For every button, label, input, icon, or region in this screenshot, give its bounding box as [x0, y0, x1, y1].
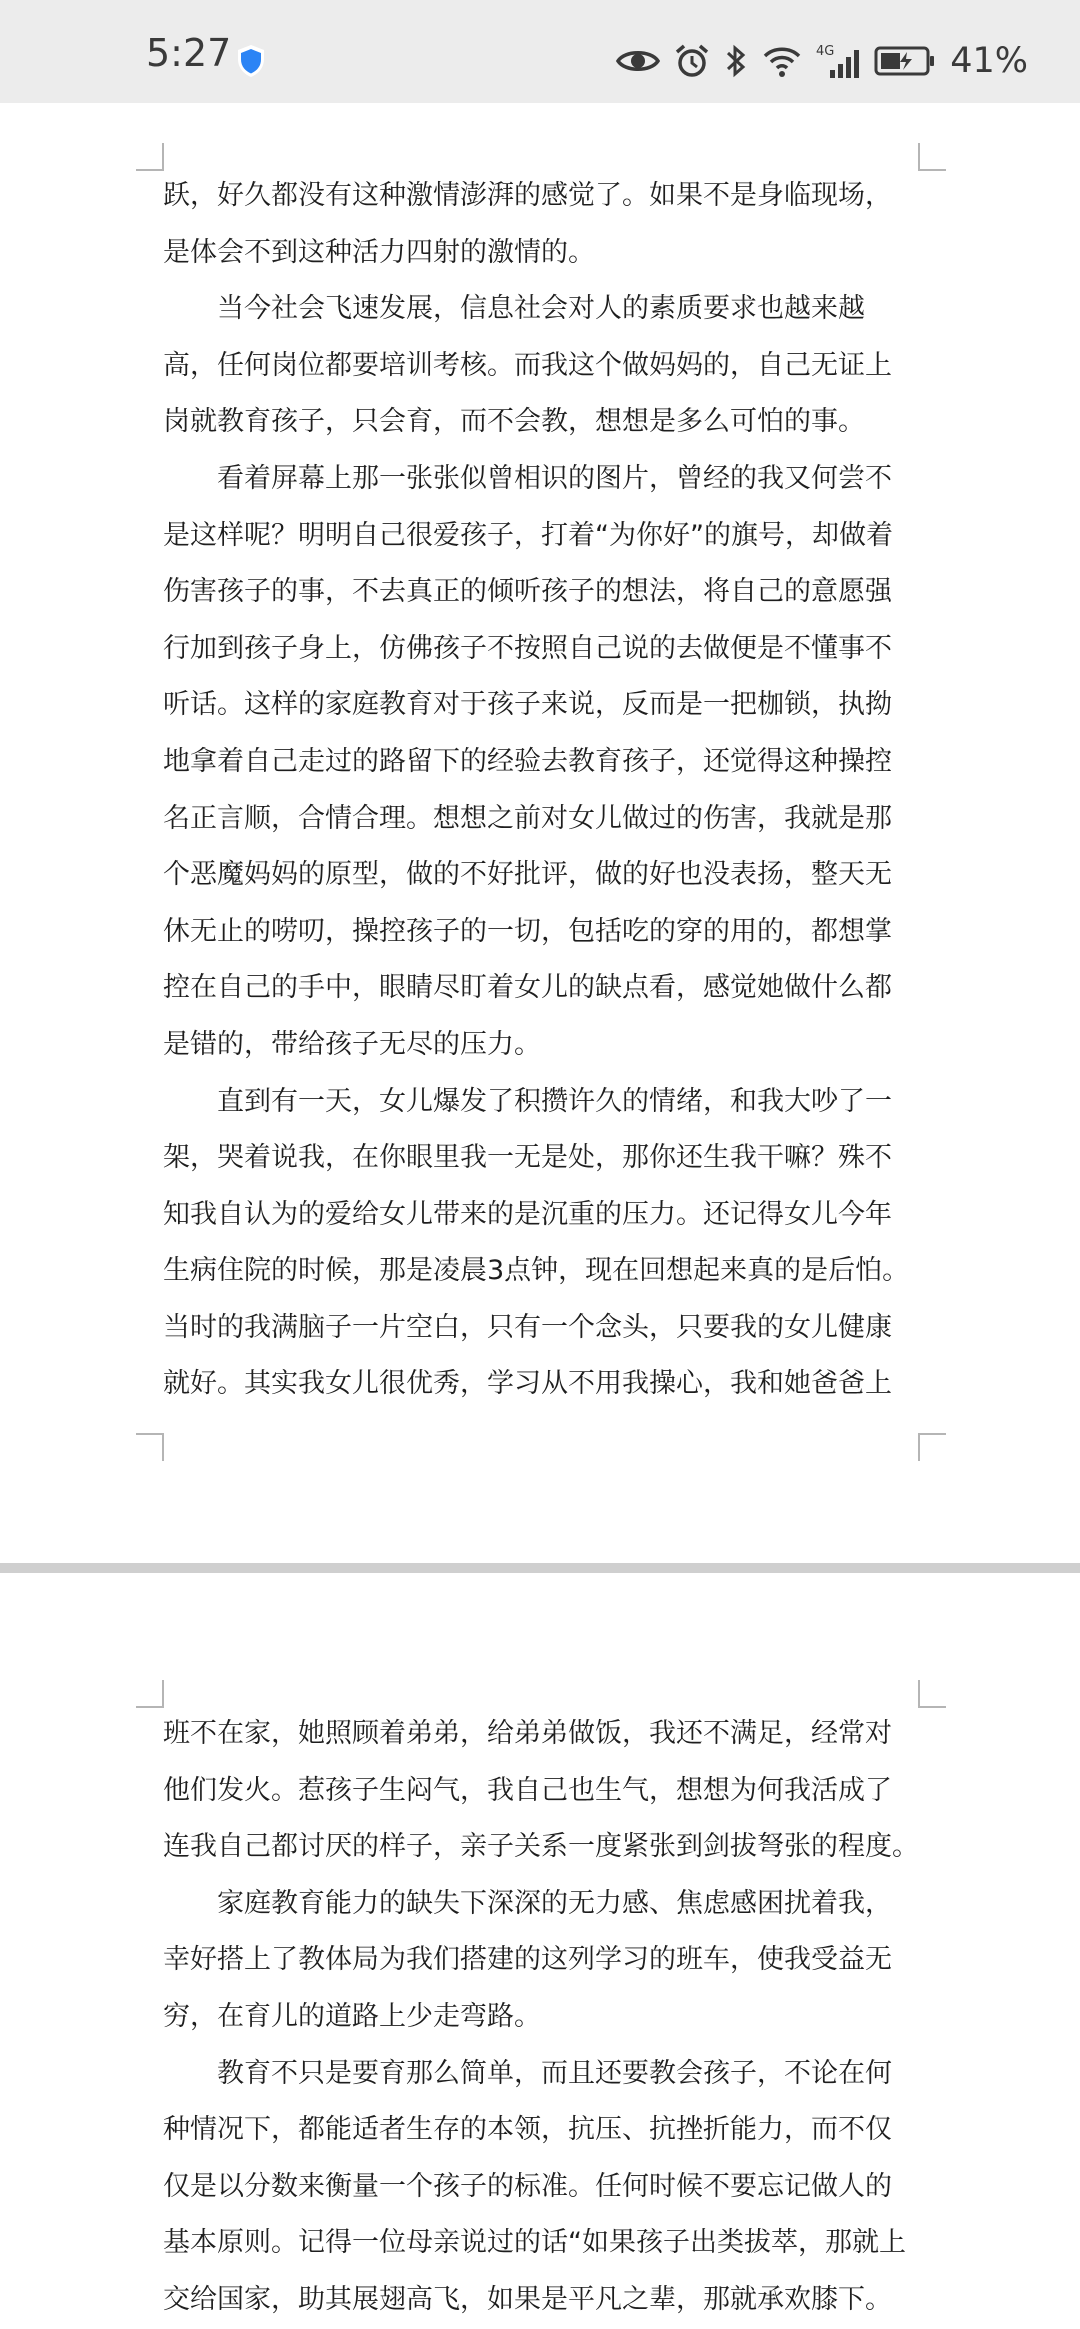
margin-corner-mark	[918, 143, 946, 171]
paragraph-line: 知我自认为的爱给女儿带来的是沉重的压力。还记得女儿今年	[163, 1198, 892, 1230]
document-page-1[interactable]	[0, 103, 1080, 1563]
paragraph-line: 是体会不到这种活力四射的激情的。	[163, 236, 595, 268]
paragraph-line: 个恶魔妈妈的原型，做的不好批评，做的好也没表扬，整天无	[163, 859, 892, 891]
page-2-text[interactable]	[163, 1706, 923, 2329]
paragraph-line: 高，任何岗位都要培训考核。而我这个做妈妈的，自己无证上	[163, 349, 892, 381]
paragraph-line: 班不在家，她照顾着弟弟，给弟弟做饭，我还不满足，经常对	[163, 1718, 892, 1749]
status-bar	[0, 0, 1080, 103]
wifi-icon	[762, 44, 802, 78]
margin-corner-mark	[136, 1680, 164, 1708]
paragraph-line: 交给国家，助其展翅高飞，如果是平凡之辈，那就承欢膝下。	[163, 2283, 892, 2315]
paragraph-line: 就好。其实我女儿很优秀，学习从不用我操心，我和她爸爸上	[163, 1368, 892, 1400]
paragraph-line: 岗就教育孩子，只会育，而不会教，想想是多么可怕的事。	[163, 406, 865, 438]
paragraph-line: 家庭教育能力的缺失下深深的无力感、焦虑感困扰着我，	[217, 1887, 892, 1919]
paragraph-line: 看着屏幕上那一张张似曾相识的图片，曾经的我又何尝不	[217, 462, 892, 494]
status-time: 5:27	[146, 31, 232, 75]
paragraph-line: 当今社会飞速发展，信息社会对人的素质要求也越来越	[217, 293, 865, 325]
paragraph-line: 行加到孩子身上，仿佛孩子不按照自己说的去做便是不懂事不	[163, 632, 892, 664]
paragraph-line: 仅是以分数来衡量一个孩子的标准。任何时候不要忘记做人的	[163, 2170, 892, 2202]
paragraph-line: 穷，在育儿的道路上少走弯路。	[163, 2000, 541, 2032]
status-icons	[616, 38, 1028, 84]
paragraph-line: 跃，好久都没有这种激情澎湃的感觉了。如果不是身临现场，	[163, 180, 892, 211]
paragraph-line: 伤害孩子的事，不去真正的倾听孩子的想法，将自己的意愿强	[163, 576, 892, 608]
bluetooth-icon	[724, 43, 748, 79]
margin-corner-mark	[136, 1433, 164, 1461]
network-label: 4G	[816, 44, 835, 59]
paragraph-line: 地拿着自己走过的路留下的经验去教育孩子，还觉得这种操控	[163, 745, 892, 777]
paragraph-line: 架，哭着说我，在你眼里我一无是处，那你还生我干嘛？殊不	[163, 1142, 892, 1174]
paragraph-line: 幸好搭上了教体局为我们搭建的这列学习的班车，使我受益无	[163, 1944, 892, 1976]
eye-icon	[616, 46, 660, 76]
alarm-icon	[674, 43, 710, 79]
paragraph-line: 休无止的唠叨，操控孩子的一切，包括吃的穿的用的，都想掌	[163, 915, 892, 947]
margin-corner-mark	[136, 143, 164, 171]
paragraph-line: 教育不只是要育那么简单，而且还要教会孩子，不论在何	[217, 2057, 892, 2089]
cellular-4g-icon	[816, 42, 860, 80]
paragraph-line: 控在自己的手中，眼睛尽盯着女儿的缺点看，感觉她做什么都	[163, 972, 892, 1004]
margin-corner-mark	[918, 1433, 946, 1461]
paragraph-line: 是这样呢？明明自己很爱孩子，打着“为你好”的旗号，却做着	[163, 519, 893, 551]
page-1-text[interactable]	[163, 168, 923, 1413]
document-page-2[interactable]	[0, 1573, 1080, 2315]
paragraph-line: 名正言顺，合情合理。想想之前对女儿做过的伤害，我就是那	[163, 802, 892, 834]
paragraph-line: 基本原则。记得一位母亲说过的话“如果孩子出类拔萃，那就上	[163, 2227, 906, 2259]
paragraph-line: 生病住院的时候，那是凌晨3点钟，现在回想起来真的是后怕。	[163, 1255, 910, 1287]
paragraph-line: 直到有一天，女儿爆发了积攒许久的情绪，和我大吵了一	[217, 1085, 892, 1117]
security-shield-icon	[236, 44, 266, 78]
page-separator	[0, 1563, 1080, 1573]
paragraph-line: 是错的，带给孩子无尽的压力。	[163, 1028, 541, 1060]
paragraph-line: 听话。这样的家庭教育对于孩子来说，反而是一把枷锁，执拗	[163, 689, 892, 721]
paragraph-line: 他们发火。惹孩子生闷气，我自己也生气，想想为何我活成了	[163, 1774, 892, 1806]
battery-percentage: 41%	[950, 40, 1028, 81]
battery-icon	[874, 45, 936, 77]
paragraph-line: 当时的我满脑子一片空白，只有一个念头，只要我的女儿健康	[163, 1311, 892, 1343]
margin-corner-mark	[918, 1680, 946, 1708]
paragraph-line: 种情况下，都能适者生存的本领，抗压、抗挫折能力，而不仅	[163, 2114, 892, 2146]
paragraph-line: 连我自己都讨厌的样子，亲子关系一度紧张到剑拔弩张的程度。	[163, 1831, 919, 1863]
